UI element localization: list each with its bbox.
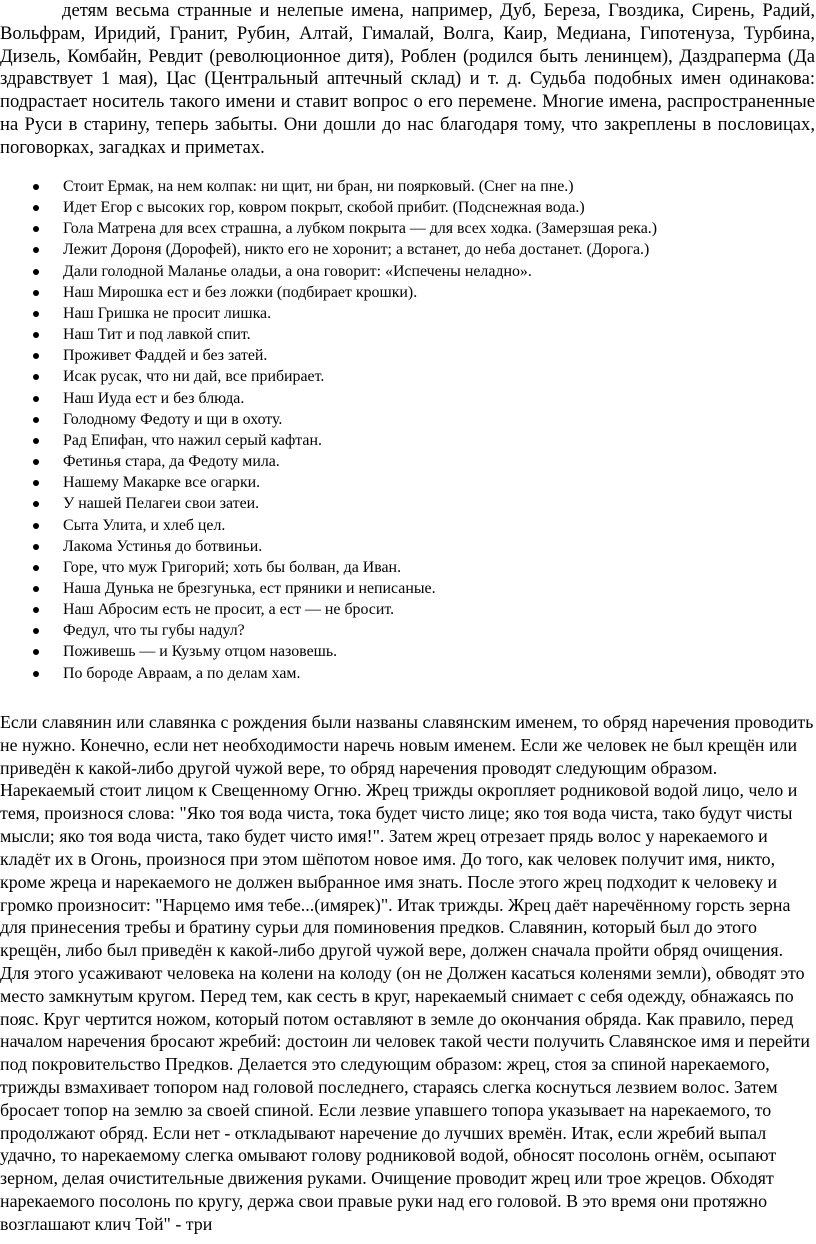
proverb-item xyxy=(0,663,816,684)
proverb-item xyxy=(0,303,816,324)
proverb-text: По бороде Авраам, а по делам хам. xyxy=(63,664,301,682)
proverb-item xyxy=(0,176,816,197)
proverb-text: Рад Епифан, что нажил серый кафтан. xyxy=(63,431,322,449)
bullet-icon xyxy=(33,544,39,550)
proverb-text: Горе, что муж Григорий; хоть бы болван, да Иван. xyxy=(63,558,402,576)
bullet-icon xyxy=(33,501,39,507)
bullet-icon xyxy=(33,184,39,190)
proverb-item xyxy=(0,261,816,282)
intro-paragraph: детям весьма странные и нелепые имена, например, Дуб, Береза, Гвоздика, Сирень, Радий, Вольфрам, Иридий, Гранит, Рубин, Алтай, Гималай, Волга, Каир, Медиана, Гипотенуза, Турбина, Дизель, Комбайн, Ревдит (революционное дитя), Роблен (родился быть ленинцем), Даздраперма (Да здравствует 1 мая), Цас (Центральный аптечный склад) и т. д. Судьба подобных имен одинакова: подрастает носитель такого имени и ставит вопрос о его перемене. Многие имена, распространенные на Руси в старину, теперь забыты. Они дошли до нас благодаря тому, что закреплены в пословицах, поговорках, загадках и приметах. xyxy=(0,0,815,158)
bullet-icon xyxy=(33,523,39,529)
proverb-text: У нашей Пелагеи свои затеи. xyxy=(63,495,260,513)
proverb-item xyxy=(0,578,816,599)
proverb-list xyxy=(0,176,816,684)
proverb-item xyxy=(0,641,816,662)
proverb-item xyxy=(0,282,816,303)
proverb-item xyxy=(0,239,816,260)
bullet-icon xyxy=(33,332,39,338)
proverb-text: Наш Иуда ест и без блюда. xyxy=(63,389,245,407)
ritual-paragraph: Если славянин или славянка с рождения были названы славянским именем, то обряд наречения проводить не нужно. Конечно, если нет необходимости наречь новым именем. Если же человек не был крещён или приведён к какой-либо другой чужой вере, то обряд наречения проводят следующим образом. Нарекаемый стоит лицом к Свещенному Огню. Жрец трижды окропляет родниковой водой лицо, чело и темя, произнося слова: "Яко тоя вода чиста, тока будет чисто лице; яко тоя вода чиста, тако будут чисты мысли; яко тоя вода чиста, тако будет чисто имя!". Затем жрец отрезает прядь волос у нарекаемого и кладёт их в Огонь, произнося при этом шёпотом новое имя. До того, как человек получит имя, никто, кроме жреца и нарекаемого не должен выбранное имя знать. После этого жрец подходит к человеку и громко произносит: "Нарцемо имя тебе...(имярек)". Итак трижды. Жрец даёт наречённому горсть зерна для принесения требы и братину сурьи для поминовения предков. Славянин, который был до этого крещён, либо был приведён к какой-либо другой чужой вере, должен сначала пройти обряд очищения. Для этого усаживают человека на колени на колоду (он не Должен касаться коленями земли), обводят это место замкнутым кругом. Перед тем, как сесть в круг, нарекаемый снимает с себя одежду, обнажаясь по пояс. Круг чертится ножом, который потом оставляют в земле до окончания обряда. Как правило, перед началом наречения бросают жребий: достоин ли человек такой чести получить Славянское имя и перейти под покровительство Предков. Делается это следующим образом: жрец, стоя за спиной нарекаемого, трижды взмахивает топором над головой последнего, стараясь слегка коснуться лезвием волос. Затем бросает топор на землю за своей спиной. Если лезвие упавшего топора указывает на нарекаемого, то продолжают обряд. Если нет - откладывают наречение до лучших времён. Итак, если жребий выпал удачно, то нарекаемому слегка омывают голову родниковой водой, обносят посолонь огнём, осыпают зерном, делая очистительные движения руками. Очищение проводит жрец или трое жрецов. Обходят нарекаемого посолонь по кругу, держа свои правые руки над его головой. В это время они протяжно возглашают клич Той" - три xyxy=(0,712,814,1234)
bullet-icon xyxy=(33,353,39,359)
proverb-item xyxy=(0,620,816,641)
proverb-text: Гола Матрена для всех страшна, а лубком покрыта — для всех ходка. (Замерзшая река.) xyxy=(63,220,658,238)
proverb-text: Идет Егор с высоких гор, ковром покрыт, скобой прибит. (Подснежная вода.) xyxy=(63,199,585,217)
proverb-item xyxy=(0,599,816,620)
proverb-text: Проживет Фаддей и без затей. xyxy=(63,347,268,365)
bullet-icon xyxy=(33,671,39,677)
proverb-text: Поживешь — и Кузьму отцом назовешь. xyxy=(63,643,338,661)
bullet-icon xyxy=(33,607,39,613)
proverb-item xyxy=(0,345,816,366)
bullet-icon xyxy=(33,290,39,296)
bullet-icon xyxy=(33,586,39,592)
proverb-text: Наш Тит и под лавкой спит. xyxy=(63,326,251,344)
proverb-text: Фетинья стара, да Федоту мила. xyxy=(63,453,280,471)
proverb-item xyxy=(0,536,816,557)
bullet-icon xyxy=(33,459,39,465)
bullet-icon xyxy=(33,438,39,444)
proverb-text: Наш Мирошка ест и без ложки (подбирает крошки). xyxy=(63,283,418,301)
proverb-item xyxy=(0,197,816,218)
proverb-text: Наша Дунька не брезгунька, ест пряники и неписаные. xyxy=(63,579,436,597)
proverb-item xyxy=(0,430,816,451)
proverb-text: Исак русак, что ни дай, все прибирает. xyxy=(63,368,325,386)
proverb-text: Нашему Макарке все огарки. xyxy=(63,474,261,492)
proverb-item xyxy=(0,366,816,387)
bullet-icon xyxy=(33,628,39,634)
proverb-item xyxy=(0,324,816,345)
bullet-icon xyxy=(33,565,39,571)
proverb-text: Сыта Улита, и хлеб цел. xyxy=(63,516,226,534)
proverb-item xyxy=(0,493,816,514)
bullet-icon xyxy=(33,247,39,253)
proverb-text: Федул, что ты губы надул? xyxy=(63,622,245,640)
bullet-icon xyxy=(33,374,39,380)
proverb-text: Наш Абросим есть не просит, а ест — не бросит. xyxy=(63,601,395,619)
bullet-icon xyxy=(33,311,39,317)
proverb-text: Лежит Дороня (Дорофей), никто его не хоронит; а встанет, до неба достанет. (Дорога.) xyxy=(63,241,650,259)
proverb-item xyxy=(0,557,816,578)
proverb-text: Наш Гришка не просит лишка. xyxy=(63,304,272,322)
proverb-item xyxy=(0,409,816,430)
proverb-item xyxy=(0,451,816,472)
proverb-text: Голодному Федоту и щи в охоту. xyxy=(63,410,283,428)
proverb-text: Лакома Устинья до ботвиньи. xyxy=(63,537,263,555)
bullet-icon xyxy=(33,205,39,211)
bullet-icon xyxy=(33,480,39,486)
bullet-icon xyxy=(33,269,39,275)
bullet-icon xyxy=(33,396,39,402)
proverb-item xyxy=(0,218,816,239)
bullet-icon xyxy=(33,226,39,232)
proverb-text: Дали голодной Маланье оладьи, а она говорит: «Испечены неладно». xyxy=(63,262,532,280)
bullet-icon xyxy=(33,417,39,423)
proverb-item xyxy=(0,472,816,493)
proverb-item xyxy=(0,515,816,536)
bullet-icon xyxy=(33,649,39,655)
proverb-item xyxy=(0,388,816,409)
proverb-text: Стоит Ермак, на нем колпак: ни щит, ни бран, ни поярковый. (Снег на пне.) xyxy=(63,178,574,195)
